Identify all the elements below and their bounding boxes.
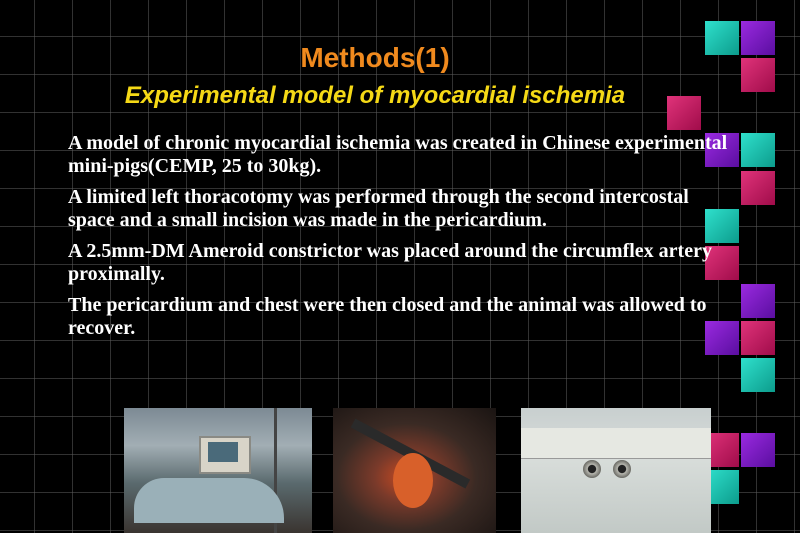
decor-square [741, 433, 775, 467]
ruler-shape [521, 428, 711, 459]
constrictor-ring [583, 460, 601, 478]
bullet-item: The pericardium and chest were then closed and the animal was allowed to recover. [68, 294, 707, 339]
decor-square [741, 284, 775, 318]
bullet-item: A model of chronic myocardial ischemia was created in Chinese experimental mini-pigs(CEMP, 25 to 30kg). [68, 132, 728, 177]
surgical-drape [134, 478, 284, 523]
decor-square [741, 358, 775, 392]
slide-title: Methods(1) [300, 42, 450, 73]
decor-square [741, 321, 775, 355]
ameroid-constrictor-photo [521, 408, 711, 533]
slide-subtitle: Experimental model of myocardial ischemia [124, 82, 626, 109]
incision-shape [393, 453, 433, 508]
thoracotomy-photo [333, 408, 496, 533]
decor-square [741, 133, 775, 167]
monitor-screen [208, 442, 238, 462]
bullet-item: A limited left thoracotomy was performed through the second intercostal space and a small incision was made in the pericardium. [68, 186, 689, 231]
bullet-item: A 2.5mm-DM Ameroid constrictor was placed around the circumflex artery proximally. [68, 240, 712, 285]
decor-square [741, 171, 775, 205]
operating-room-photo [124, 408, 312, 533]
bullet-list [68, 132, 728, 348]
constrictor-ring [613, 460, 631, 478]
